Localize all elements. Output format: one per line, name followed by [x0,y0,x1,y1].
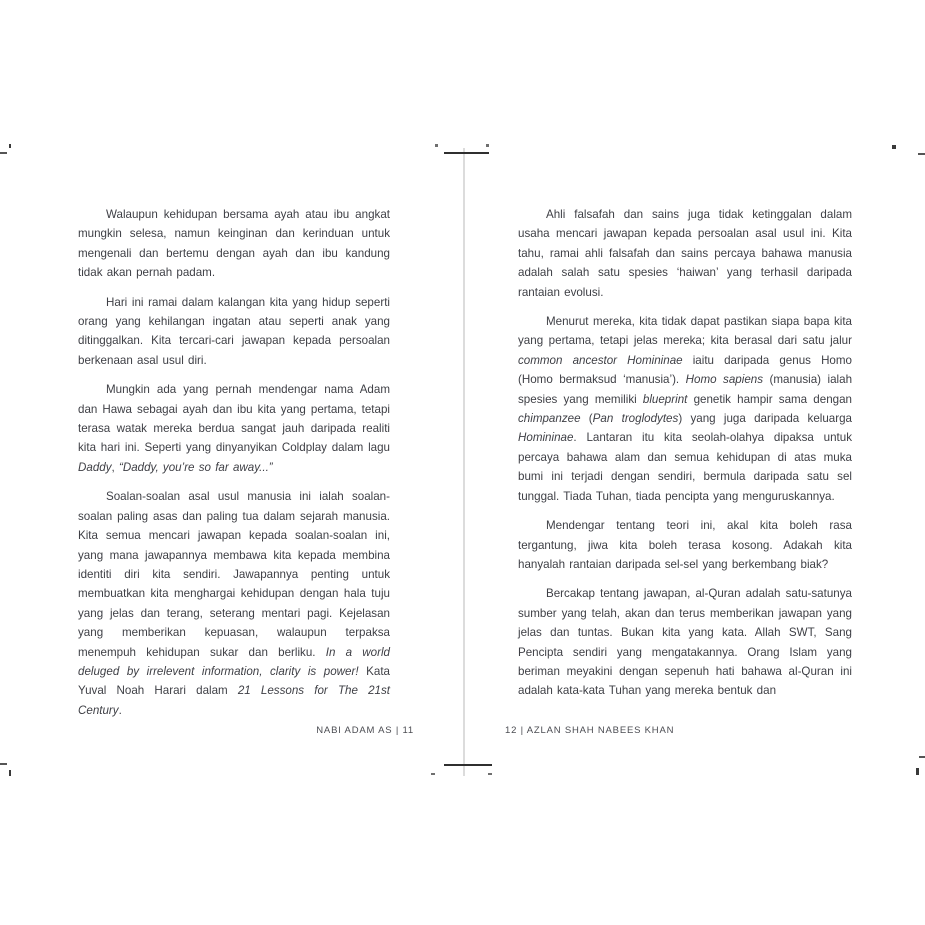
paragraph [78,380,390,477]
paragraph [78,205,390,283]
registration-dot-bottom-right [916,768,919,775]
registration-dot-bottom-left [9,770,11,776]
paragraph [518,516,852,574]
paragraph [78,293,390,371]
italic-text-run: Daddy [78,460,112,474]
text-run: Hari ini ramai dalam kalangan kita yang hidup seperti orang yang kehilangan ingatan atau seperti anak yang ditinggalkan. Kita tercari-cari jawapan kepada persoalan berkenaan asal usul diri. [78,295,390,367]
crop-mark-edge-top-right [918,153,925,155]
italic-text-run: “Daddy, you’re so far away...” [118,460,273,474]
registration-dot-bottom-center-right [488,773,492,775]
left-page-footer [78,725,414,736]
registration-dot-bottom-center-left [431,773,435,775]
paragraph [518,205,852,302]
text-run: Mendengar tentang teori ini, akal kita boleh rasa tergantung, jiwa kita boleh terasa kosong. Adakah kita hanyalah rantaian daripada sel-sel yang berkembang biak? [518,519,852,571]
text-run: Menurut mereka, kita tidak dapat pastikan siapa bapa kita yang pertama, tetapi jelas mereka; kita berasal dari satu jalur [518,315,852,348]
registration-dot-top-center-right [486,144,489,147]
crop-mark-bottom-center [444,764,492,766]
text-run: Ahli falsafah dan sains juga tidak ketinggalan dalam usaha mencari jawapan kepada persoalan asal usul ini. Kita tahu, ramai ahli falsafah dan sains percaya bahawa manusia adalah salah satu spesies ‘haiwan’ yang terhasil daripada rantaian evolusi. [518,208,852,299]
text-run: genetik hampir sama dengan [687,392,852,406]
left-page-text-column [78,205,390,720]
right-page-text-column [518,205,852,701]
right-page-number-and-running-head: 12 | AZLAN SHAH NABEES KHAN [505,725,675,736]
crop-mark-edge-top-left [0,152,7,154]
registration-dot-top-right [892,145,896,149]
crop-mark-edge-bottom-right [919,756,925,758]
text-run: iaitu daripada genus Homo (Homo bermaksud ‘manusia’). [518,353,852,387]
crop-mark-edge-bottom-left [0,763,7,765]
text-run: ) yang juga daripada keluarga [678,412,852,426]
text-run: (manusia) ialah spesies yang memiliki [518,373,853,406]
crop-mark-top-center [444,152,489,154]
text-run: Kata Yuval Noah Harari dalam [78,664,390,698]
registration-dot-top-left [9,144,11,148]
text-run: , [111,460,119,474]
text-run: Soalan-soalan asal usul manusia ini ialah soalan-soalan paling asas dan paling tua dalam sejarah manusia. Kita semua mencari jawapan kepada soalan-soalan ini, yang mana jawapannya membawa kita kepada membina identiti diri kita sendiri. Jawapannya penting untuk membuatkan kita menghargai kehidupan dengan hala tuju yang jelas dan terang, seterang mentari pagi. Kejelasan yang memberikan kepuasan, walaupun terpaksa menempuh kehidupan sukar dan berliku. [78,490,390,659]
text-run: ( [580,412,593,426]
paragraph [78,487,390,720]
registration-dot-top-center-left [435,144,438,147]
text-run: Walaupun kehidupan bersama ayah atau ibu angkat mungkin selesa, namun keinginan dan kerinduan untuk mengenali dan bertemu dengan ayah dan ibu kandung tidak akan pernah padam. [78,208,390,280]
italic-text-run: Pan troglodytes [592,412,679,426]
paragraph [518,584,852,700]
text-run: Bercakap tentang jawapan, al-Quran adalah satu-satunya sumber yang telah, akan dan terus memberikan jawapan yang jelas dan tuntas. Bukan kita yang kata. Allah SWT, Sang Pencipta sendiri yang mengatakannya. Orang Islam yang beriman meyakini dengan sepenuh hati bahawa al-Quran ini adalah kata-kata Tuhan yang mereka bentuk dan [518,587,852,698]
italic-text-run: Homininae [518,431,574,445]
italic-text-run: In a world deluged by irrelevent information, clarity is power! [78,645,390,678]
text-run: . [118,703,122,717]
left-running-head-and-page-number: NABI ADAM AS | 11 [316,725,414,736]
center-fold-line [463,148,465,776]
italic-text-run: common ancestor Homininae [518,353,683,367]
italic-text-run: blueprint [642,392,688,406]
paragraph [518,312,852,506]
right-page-footer [505,725,865,736]
text-run: . Lantaran itu kita seolah-olahya dipaksa untuk percaya bahawa alam dan semua kehidupan di atas muka bumi ini terjadi dengan sendiri, bermula daripada satu sel tunggal. Tiada Tuhan, tiada pencipta yang menguruskannya. [518,431,852,503]
italic-text-run: Homo sapiens [685,373,764,387]
italic-text-run: 21 Lessons for The 21st Century [78,684,390,717]
italic-text-run: chimpanzee [518,412,581,426]
text-run: Mungkin ada yang pernah mendengar nama Adam dan Hawa sebagai ayah dan ibu kita yang pertama, tetapi terasa watak mereka berdua sangat jauh daripada realiti kita hari ini. Seperti yang dinyanyikan Coldplay dalam lagu [78,383,390,455]
